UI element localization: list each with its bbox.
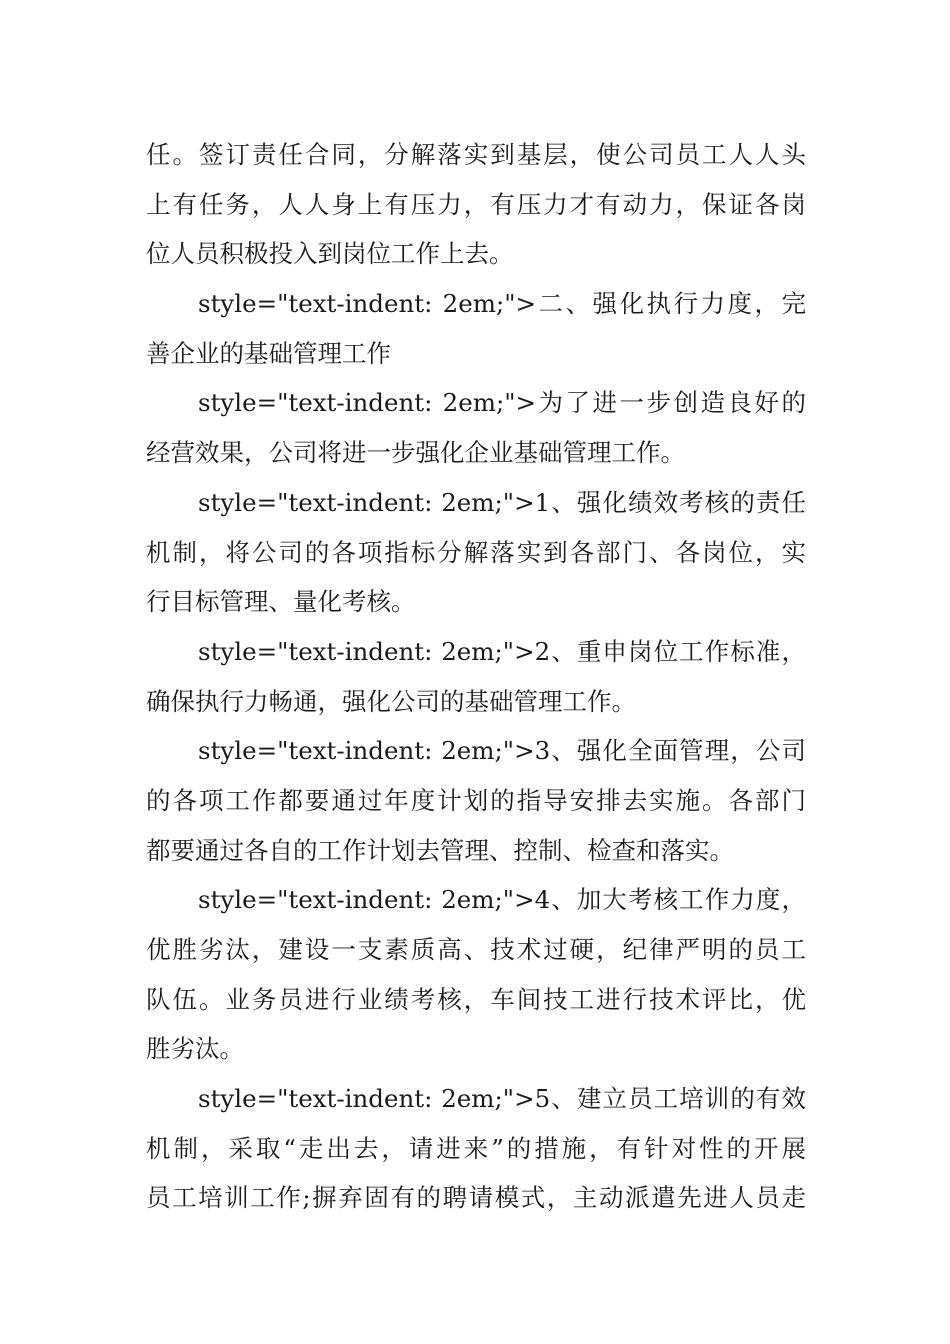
list-item-line: 机制，采取“走出去，请进来”的措施，有针对性的开展 [146, 1133, 806, 1163]
list-item-line: 优胜劣汰，建设一支素质高、技术过硬，纪律严明的员工 [146, 935, 806, 964]
text-line: 位人员积极投入到岗位工作上去。 [146, 239, 514, 269]
list-item-line: style="text-indent: 2em;">4、加大考核工作力度， [198, 885, 806, 915]
list-item-line: 确保执行力畅通，强化公司的基础管理工作。 [146, 686, 636, 716]
list-item-line: style="text-indent: 2em;">5、建立员工培训的有效 [198, 1084, 806, 1114]
list-item-line: 机制，将公司的各项指标分解落实到各部门、各岗位，实 [146, 537, 806, 567]
document-body [146, 130, 806, 1223]
text-line: style="text-indent: 2em;">为了进一步创造良好的 [198, 388, 806, 418]
list-item-line: 员工培训工作;摒弃固有的聘请模式，主动派遣先进人员走 [146, 1183, 806, 1213]
list-item-line: 的各项工作都要通过年度计划的指导安排去实施。各部门 [146, 785, 806, 815]
list-item-line: 队伍。业务员进行业绩考核，车间技工进行技术评比，优 [146, 984, 806, 1014]
list-item-line: 行目标管理、量化考核。 [146, 587, 416, 617]
list-item-line: style="text-indent: 2em;">3、强化全面管理，公司 [198, 736, 806, 766]
text-line: 上有任务，人人身上有压力，有压力才有动力，保证各岗 [146, 189, 806, 219]
list-item-line: style="text-indent: 2em;">2、重申岗位工作标准， [198, 636, 806, 666]
list-item-line: style="text-indent: 2em;">1、强化绩效考核的责任 [198, 487, 806, 517]
list-item-line: 都要通过各自的工作计划去管理、控制、检查和落实。 [146, 835, 734, 865]
section-heading-line: style="text-indent: 2em;">二、强化执行力度，完 [198, 289, 806, 319]
text-line: 任。签订责任合同，分解落实到基层，使公司员工人人头 [146, 140, 806, 169]
section-heading-line: 善企业的基础管理工作 [146, 338, 391, 368]
text-line: 经营效果，公司将进一步强化企业基础管理工作。 [146, 438, 685, 468]
list-item-line: 胜劣汰。 [146, 1034, 244, 1064]
